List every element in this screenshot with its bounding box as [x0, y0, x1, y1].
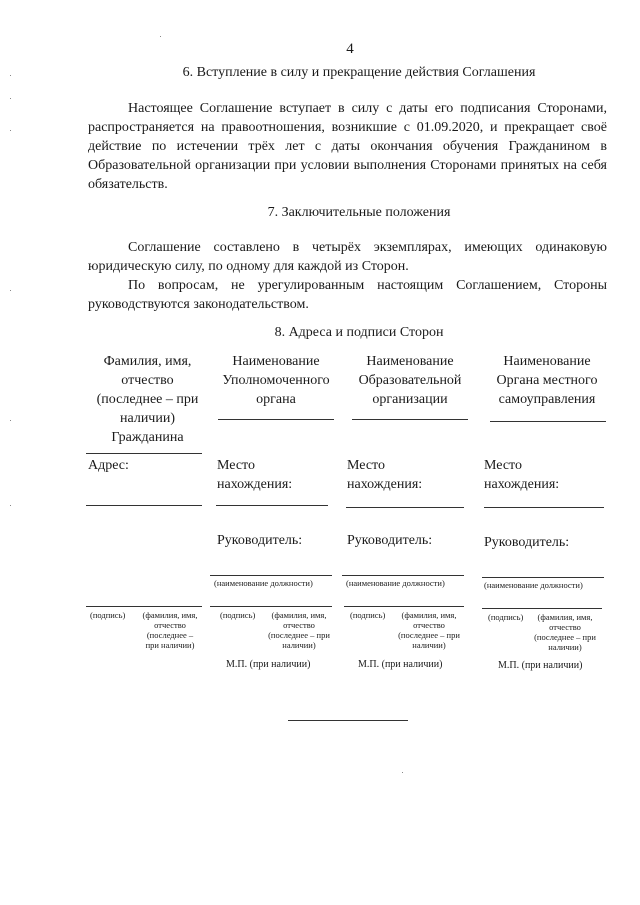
- scan-speck: [402, 772, 403, 773]
- citizen-address-line: [86, 505, 202, 506]
- authority-signature-line: [210, 606, 332, 607]
- municipality-stamp: М.П. (при наличии): [498, 660, 583, 671]
- closing-line: [288, 720, 408, 721]
- authority-address-label: Место нахождения:: [217, 458, 293, 492]
- citizen-address-label: Адрес:: [88, 458, 129, 473]
- scan-speck: [10, 420, 11, 421]
- education-signature-caption: (подпись): [350, 610, 386, 620]
- education-head-label: Руководитель:: [347, 533, 433, 548]
- scan-speck: [10, 505, 11, 506]
- municipality-head-label: Руководитель:: [484, 535, 570, 550]
- citizen-signature-line: [86, 606, 202, 607]
- municipality-column-header: Наименование Органа местного самоуправления: [496, 354, 598, 407]
- section-7-text-1: Соглашение составлено в четырёх экземплярах, имеющих одинаковую юридическую силу, по одному для каждой из Сторон.: [88, 240, 607, 274]
- section-7-text-2: По вопросам, не урегулированным настоящим Соглашением, Стороны руководствуются законодательством.: [88, 278, 607, 312]
- scan-speck: [160, 36, 161, 37]
- municipality-address-line: [484, 507, 604, 508]
- authority-head-label: Руководитель:: [217, 533, 303, 548]
- authority-stamp: М.П. (при наличии): [226, 659, 311, 670]
- authority-column-header: Наименование Уполномоченного органа: [222, 354, 330, 407]
- section-6-text: Настоящее Соглашение вступает в силу с даты его подписания Сторонами, распространяется на правоотношения, возникшие с 01.09.2020, и прекращает своё действие по истечении трёх лет с даты окончания обучения Гражданином в Образовательной организации при условии выполнения Сторонами принятых на себя обязательств.: [88, 101, 607, 192]
- education-stamp: М.П. (при наличии): [358, 659, 443, 670]
- education-address-line: [346, 507, 464, 508]
- education-name-line: [352, 419, 468, 420]
- authority-address-line: [216, 505, 328, 506]
- scan-speck: [10, 98, 11, 99]
- section-8-title: 8. Адреса и подписи Сторон: [274, 325, 444, 340]
- education-signature-line: [344, 606, 464, 607]
- education-fullname-caption: (фамилия, имя, отчество (последнее – при наличии): [398, 610, 460, 650]
- section-6-title: 6. Вступление в силу и прекращение действия Соглашения: [182, 65, 536, 80]
- citizen-column-header: Фамилия, имя, отчество (последнее – при наличии) Гражданина: [96, 354, 199, 445]
- authority-name-line: [218, 419, 334, 420]
- municipality-address-label: Место нахождения:: [484, 458, 560, 492]
- authority-position-caption: (наименование должности): [214, 578, 313, 588]
- citizen-fullname-caption: (фамилия, имя, отчество (последнее – при наличии): [142, 610, 198, 650]
- authority-position-line: [210, 575, 332, 576]
- education-position-line: [342, 575, 464, 576]
- scan-speck: [10, 290, 11, 291]
- scan-speck: [10, 75, 11, 76]
- citizen-name-line: [86, 453, 202, 454]
- education-column-header: Наименование Образовательной организации: [358, 354, 462, 407]
- municipality-signature-line: [482, 608, 602, 609]
- authority-signature-caption: (подпись): [220, 610, 256, 620]
- education-position-caption: (наименование должности): [346, 578, 445, 588]
- citizen-signature-caption: (подпись): [90, 610, 126, 620]
- municipality-fullname-caption: (фамилия, имя, отчество (последнее – при наличии): [534, 612, 596, 652]
- municipality-name-line: [490, 421, 606, 422]
- municipality-position-caption: (наименование должности): [484, 580, 583, 590]
- authority-fullname-caption: (фамилия, имя, отчество (последнее – при наличии): [268, 610, 330, 650]
- municipality-signature-caption: (подпись): [488, 612, 524, 622]
- page-number: 4: [346, 41, 354, 57]
- education-address-label: Место нахождения:: [347, 458, 423, 492]
- municipality-position-line: [482, 577, 604, 578]
- scan-speck: [10, 130, 11, 131]
- section-7-title: 7. Заключительные положения: [267, 205, 451, 220]
